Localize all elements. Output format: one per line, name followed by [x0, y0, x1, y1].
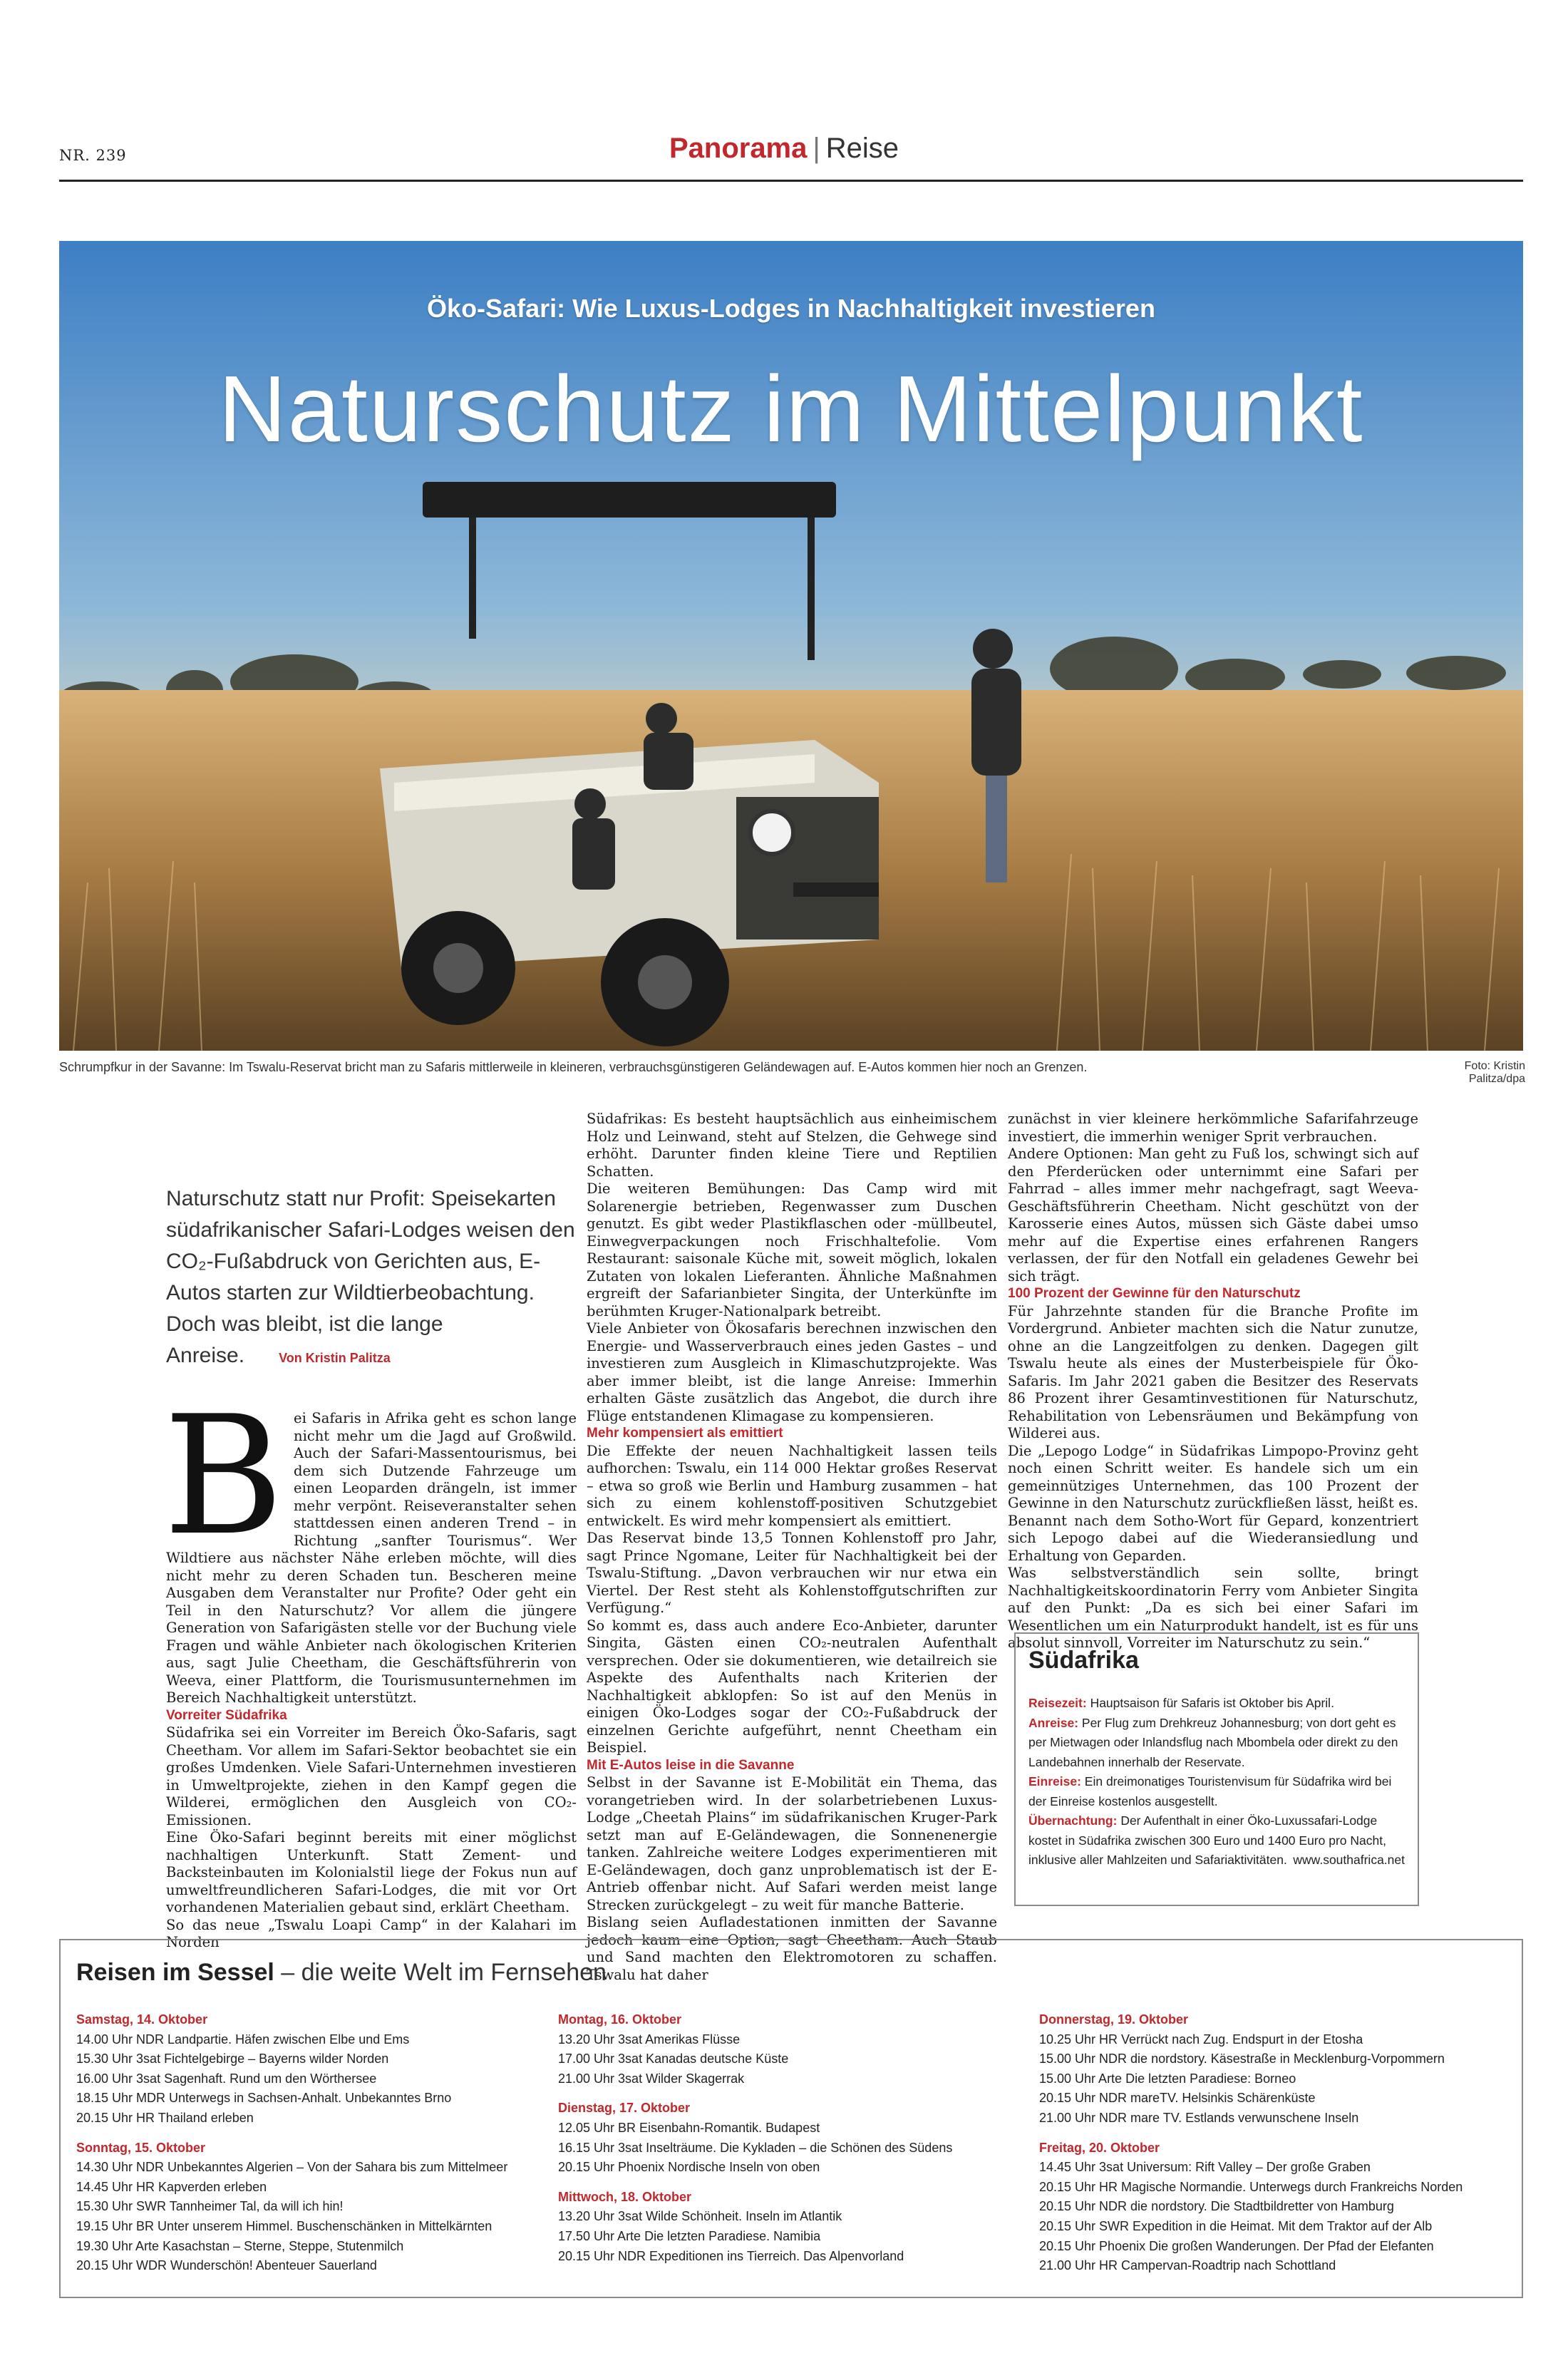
section-brand: Panorama	[669, 133, 808, 164]
tv-day-heading: Dienstag, 17. Oktober	[558, 2101, 691, 2116]
tv-title-rest: – die weite Welt im Fernsehen	[274, 1959, 607, 1986]
tv-listing: 21.00 Uhr HR Campervan-Roadtrip nach Schottland	[1039, 2258, 1336, 2273]
info-box-body	[1028, 1694, 1405, 1870]
tv-day-gap	[76, 2129, 532, 2138]
paragraph: Die weiteren Bemühungen: Das Camp wird mit Solarenergie betrieben, Regenwasser zum Duschen genutzt. Es gibt weder Plastikflaschen oder -müllbeutel, Einwegverpackungen noch Frischhaltefolie. Vom Restaurant: saisonale Küche mit, soweit möglich, lokalen Zutaten von lokalen Lieferanten. Ähnliche Maßnahmen ergreift der Safarianbieter Singita, der Unterkünfte im berühmten Kruger-Nationalpark betreibt.	[587, 1180, 997, 1319]
info-item	[1028, 1714, 1405, 1773]
paragraph: Andere Optionen: Man geht zu Fuß los, schwingt sich auf den Pferderücken oder unternimmt eine Safari per Fahrrad – alles immer mehr nachgefragt, sagt Weeva-Geschäftsführerin Cheetham. Nicht geschützt von der Karosserie eines Autos, müssen sich Gäste dabei umso mehr auf die Expertise eines erfahrenen Rangers verlassen, der für den Notfall ein geladenes Gewehr bei sich trägt.	[1008, 1146, 1418, 1285]
tv-day-gap	[1039, 2129, 1495, 2138]
tv-listing: 20.15 Uhr HR Magische Normandie. Unterwegs durch Frankreichs Norden	[1039, 2179, 1463, 2194]
info-box	[1014, 1632, 1419, 1906]
info-box-url[interactable]: www.southafrica.net	[1293, 1852, 1405, 1867]
author-byline: Von Kristin Palitza	[279, 1351, 391, 1365]
photo-caption: Schrumpfkur in der Savanne: Im Tswalu-Reservat bricht man zu Safaris mittlerweile in kleineren, verbrauchsgünstigeren Geländewagen auf. E-Autos kommen hier noch an Grenzen.	[59, 1060, 1088, 1074]
info-item-text: Der Aufenthalt in einer Öko-Luxussafari-Lodge kostet in Südafrika zwischen 300 Euro und 1400 Euro pro Nacht, inklusive aller Mahlzeiten und Safariaktivitäten.	[1028, 1813, 1386, 1867]
paragraph: Eine Öko-Safari beginnt bereits mit einer möglichst nachhaltigen Unterkunft. Statt Zement- und Backsteinbauten im Kolonialstil liege der Fokus nun auf umweltfreundlicheren Safari-Lodges, die mit vor Ort vorhandenen Materialien gebaut sind, erklärt Cheetham.	[166, 1829, 577, 1915]
paragraph: So das neue „Tswalu Loapi Camp“ in der Kalahari im Norden	[166, 1916, 577, 1950]
tv-listing: 19.15 Uhr BR Unter unserem Himmel. Buschenschänken in Mittelkärnten	[76, 2218, 492, 2233]
info-item	[1028, 1694, 1405, 1714]
tv-listing: 13.20 Uhr 3sat Amerikas Flüsse	[558, 2032, 741, 2047]
tv-schedule-title	[76, 1959, 607, 1987]
paragraph: Bislang seien Aufladestationen inmitten der Savanne jedoch kaum eine Option, sagt Cheetham. Auch Staub und Sand machten den Elektromotoren zu schaffen. Tswalu hat daher	[587, 1914, 997, 1983]
subheading: Mit E-Autos leise in die Savanne	[587, 1757, 795, 1773]
tv-listing: 15.00 Uhr NDR die nordstory. Käsestraße in Mecklenburg-Vorpommern	[1039, 2052, 1445, 2066]
hero-photo	[59, 241, 1523, 1051]
paragraph: Das Reservat binde 13,5 Tonnen Kohlenstoff pro Jahr, sagt Prince Ngomane, Leiter für Nachhaltigkeit bei der Tswalu-Stiftung. „Davon verbrauchen wir nur etwa ein Viertel. Der Rest steht als Kohlenstoffgutschriften zur Verfügung.“	[587, 1530, 997, 1616]
info-item-text: Per Flug zum Drehkreuz Johannesburg; von dort geht es per Mietwagen oder Inlandsflug nach Mbombela oder direkt zu den Landebahnen innerhalb der Reservate.	[1028, 1715, 1398, 1769]
tv-listing: 19.30 Uhr Arte Kasachstan – Sterne, Steppe, Stutenmilch	[76, 2238, 404, 2253]
info-box-title: Südafrika	[1028, 1647, 1139, 1674]
tv-listing: 20.15 Uhr NDR Expeditionen ins Tierreich. Das Alpenvorland	[558, 2248, 904, 2263]
info-item-label: Einreise:	[1028, 1774, 1081, 1788]
tv-listing: 14.45 Uhr 3sat Universum: Rift Valley – Der große Graben	[1039, 2160, 1371, 2175]
tv-day-heading: Sonntag, 15. Oktober	[76, 2140, 206, 2155]
tv-listing: 10.25 Uhr HR Verrückt nach Zug. Endspurt in der Etosha	[1039, 2032, 1363, 2047]
subheading: Mehr kompensiert als emittiert	[587, 1426, 783, 1441]
paragraph: Südafrika sei ein Vorreiter im Bereich Öko-Safaris, sagt Cheetham. Vor allem im Safari-Sektor beobachtet sie ein großes Umdenken. Viele Safari-Unternehmen investieren in Umweltprojekte, ziehen in den Kampf gegen die Wilderei, ermöglichen den Ausgleich von CO₂-Emissionen.	[166, 1724, 577, 1828]
article-column-3	[1008, 1111, 1418, 1652]
issue-number: NR. 239	[59, 147, 127, 164]
tv-listing: 15.00 Uhr Arte Die letzten Paradiese: Borneo	[1039, 2071, 1296, 2086]
header-rule	[59, 180, 1523, 182]
tv-column-1	[76, 2010, 532, 2276]
info-item-label: Anreise:	[1028, 1715, 1079, 1730]
tv-column-2	[558, 2010, 1014, 2266]
tv-listing: 20.15 Uhr SWR Expedition in die Heimat. Mit dem Traktor auf der Alb	[1039, 2218, 1433, 2233]
tv-listing: 21.00 Uhr 3sat Wilder Skagerrak	[558, 2071, 745, 2086]
paragraph: Selbst in der Savanne ist E-Mobilität ein Thema, das vorangetrieben wird. In der solarbetriebenen Luxus-Lodge „Cheetah Plains“ im südafrikanischen Kruger-Park setzt man auf E-Geländewagen, die Sonnenenergie tanken. Zahlreiche weitere Lodges experimentieren mit E-Geländewagen, doch ganz unproblematisch ist der E-Antrieb offenbar nicht. Auf Safari werden meist lange Strecken zurückgelegt – zu weit für manche Batterie.	[587, 1774, 997, 1913]
tv-listing: 14.00 Uhr NDR Landpartie. Häfen zwischen Elbe und Ems	[76, 2032, 410, 2047]
photo-credit: Foto: Kristin Palitza/dpa	[1464, 1060, 1525, 1085]
tv-day-heading: Samstag, 14. Oktober	[76, 2012, 208, 2027]
tv-listing: 15.30 Uhr SWR Tannheimer Tal, da will ich hin!	[76, 2199, 344, 2214]
tv-listing: 20.15 Uhr WDR Wunderschön! Abenteuer Sauerland	[76, 2258, 377, 2273]
tv-title-strong: Reisen im Sessel	[76, 1959, 274, 1986]
paragraph: Die Effekte der neuen Nachhaltigkeit lassen teils aufhorchen: Tswalu, ein 114 000 Hektar großes Reservat – etwa so groß wie Berlin und Hamburg zusammen – hat sich zu einem kohlenstoff-positiven Schutzgebiet entwickelt. Es wird mehr kompensiert als emittiert.	[587, 1442, 997, 1529]
tv-listing: 13.20 Uhr 3sat Wilde Schönheit. Inseln im Atlantik	[558, 2209, 842, 2224]
tv-day-heading: Freitag, 20. Oktober	[1039, 2140, 1160, 2155]
paragraph: Was selbstverständlich sein sollte, bringt Nachhaltigkeitskoordinatorin Ferry vom Anbieter Singita auf den Punkt: „Da es sich bei einer Safari im Wesentlichen um ein Naturprodukt handelt, ist es für uns absolut sinnvoll, Vorreiter im Naturschutz zu sein.“	[1008, 1565, 1418, 1651]
paragraph: So kommt es, dass auch andere Eco-Anbieter, darunter Singita, Gästen einen CO₂-neutralen Aufenthalt versprechen. Oder sie dokumentieren, wie detailreich sie Aspekte des Aufenthalts nach Kriterien der Nachhaltigkeit abklopfen: So ist auf den Menüs in einigen Öko-Lodges sogar der CO₂-Fußabdruck der einzelnen Gerichte aufgeführt, nennt Cheetham ein Beispiel.	[587, 1617, 997, 1756]
tv-listing: 20.15 Uhr Phoenix Nordische Inseln von oben	[558, 2160, 820, 2175]
tv-listing: 20.15 Uhr NDR die nordstory. Die Stadtbildretter von Hamburg	[1039, 2199, 1394, 2214]
tv-day-heading: Montag, 16. Oktober	[558, 2012, 682, 2027]
section-separator: |	[813, 133, 820, 164]
subheading: Vorreiter Südafrika	[166, 1707, 287, 1723]
tv-listing: 15.30 Uhr 3sat Fichtelgebirge – Bayerns wilder Norden	[76, 2052, 389, 2066]
tv-day-gap	[558, 2089, 1014, 2099]
tv-day-heading: Donnerstag, 19. Oktober	[1039, 2012, 1189, 2027]
hero-kicker: Öko-Safari: Wie Luxus-Lodges in Nachhaltigkeit investieren	[427, 294, 1155, 323]
tv-listing: 18.15 Uhr MDR Unterwegs in Sachsen-Anhalt. Unbekanntes Brno	[76, 2091, 452, 2106]
lead-text: Naturschutz statt nur Profit: Speisekarten südafrikanischer Safari-Lodges weisen den CO₂-Fußabdruck von Gerichten aus, E-Autos starten zur Wildtierbeobachtung. Doch was bleibt, ist die lange Anreise.	[166, 1187, 575, 1367]
tv-schedule-box	[59, 1939, 1523, 2298]
paragraph: zunächst in vier kleinere herkömmliche Safarifahrzeuge investiert, die immerhin weniger Sprit verbrauchen.	[1008, 1111, 1418, 1145]
section-header	[0, 133, 1568, 165]
paragraph: Viele Anbieter von Ökosafaris berechnen inzwischen den Energie- und Wasserverbrauch eines jeden Gastes – und investieren zum Ausgleich in Klimaschutzprojekte. Was aber immer bleibt, ist die lange Anreise: Immerhin erhalten Gäste zusätzlich das Angebot, die durch ihre Flüge entstandenen Klimagase zu kompensieren.	[587, 1320, 997, 1424]
tv-listing: 14.45 Uhr HR Kapverden erleben	[76, 2179, 267, 2194]
paragraph: Für Jahrzehnte standen für die Branche Profite im Vordergrund. Anbieter machten sich die Natur zunutze, ohne an die Langzeitfolgen zu denken. Dagegen gilt Tswalu heute als eines der Musterbeispiele für Öko-Safaris. Im Jahr 2021 gaben die Besitzer des Reservats 86 Prozent ihrer Gesamtinvestitionen für Naturschutz, Rehabilitation von Lebensräumen und Bekämpfung von Wilderei aus.	[1008, 1302, 1418, 1441]
article-column-2	[587, 1111, 997, 1984]
hero-headline: Naturschutz im Mittelpunkt	[218, 356, 1364, 461]
info-item-label: Reisezeit:	[1028, 1696, 1087, 1710]
tv-listing: 20.15 Uhr HR Thailand erleben	[76, 2110, 254, 2125]
info-item-text: Ein dreimonatiges Touristenvisum für Südafrika wird bei der Einreise kostenlos ausgestellt.	[1028, 1774, 1392, 1808]
article-lead	[166, 1183, 579, 1374]
paragraph: ei Safaris in Afrika geht es schon lange nicht mehr um die Jagd auf Großwild. Auch der Safari-Massentourismus, bei dem sich Dutzende Fahrzeuge um einen Leoparden drängeln, ist immer mehr verpönt. Reiseveranstalter sehen stattdessen einen anderen Trend – in Richtung „sanfter Tourismus“. Wer Wildtiere aus nächster Nähe erleben möchte, will dies nicht mehr zu deren Schaden tun. Bescheren meine Ausgaben dem Veranstalter nur Profite? Oder geht ein Teil in den Naturschutz? Vor allem die jüngere Generation von Safarigästen stelle vor der Buchung viele Fragen und wähle Anbieter nach ökologischen Kriterien aus, sagt Julie Cheetham, die Geschäftsführerin von Weeva, einer Plattform, die Tourismusunternehmen im Bereich Nachhaltigkeit unterstützt.	[166, 1410, 577, 1706]
tv-listing: 17.00 Uhr 3sat Kanadas deutsche Küste	[558, 2052, 789, 2066]
tv-listing: 20.15 Uhr Phoenix Die großen Wanderungen. Der Pfad der Elefanten	[1039, 2238, 1434, 2253]
tv-listing: 14.30 Uhr NDR Unbekanntes Algerien – Von der Sahara bis zum Mittelmeer	[76, 2160, 508, 2175]
info-item-label: Übernachtung:	[1028, 1813, 1118, 1828]
info-item-text: Hauptsaison für Safaris ist Oktober bis April.	[1086, 1696, 1334, 1710]
tv-listing: 17.50 Uhr Arte Die letzten Paradiese. Namibia	[558, 2228, 821, 2243]
tv-listing: 16.00 Uhr 3sat Sagenhaft. Rund um den Wörthersee	[76, 2071, 377, 2086]
paragraph: Die „Lepogo Lodge“ in Südafrikas Limpopo-Provinz geht noch einen Schritt weiter. Es handele sich um ein gemeinnütziges Unternehmen, das 100 Prozent der Gewinne in den Naturschutz zurückfließen lässt, heißt es. Benannt nach dem Sotho-Wort für Gepard, konzentriert sich Lepogo dabei auf die Wiederansiedlung und Erhaltung von Geparden.	[1008, 1442, 1418, 1564]
tv-day-gap	[558, 2178, 1014, 2188]
subheading: 100 Prozent der Gewinne für den Naturschutz	[1008, 1286, 1301, 1301]
info-item	[1028, 1772, 1405, 1811]
tv-listing: 21.00 Uhr NDR mare TV. Estlands verwunschene Inseln	[1039, 2110, 1359, 2125]
tv-day-heading: Mittwoch, 18. Oktober	[558, 2189, 692, 2204]
tv-listing: 16.15 Uhr 3sat Inselträume. Die Kykladen – die Schönen des Südens	[558, 2140, 953, 2155]
tv-column-3	[1039, 2010, 1495, 2276]
paragraph: Südafrikas: Es besteht hauptsächlich aus einheimischem Holz und Leinwand, steht auf Stelzen, die Gehwege sind erhöht. Darunter finden kleine Tiere und Reptilien Schatten.	[587, 1111, 997, 1180]
article-column-1	[163, 1381, 577, 1952]
section-subtitle: Reise	[825, 133, 899, 164]
tv-listing: 20.15 Uhr NDR mareTV. Helsinkis Schärenküste	[1039, 2091, 1316, 2106]
tv-listing: 12.05 Uhr BR Eisenbahn-Romantik. Budapest	[558, 2120, 820, 2135]
dropcap: B	[163, 1381, 284, 1572]
